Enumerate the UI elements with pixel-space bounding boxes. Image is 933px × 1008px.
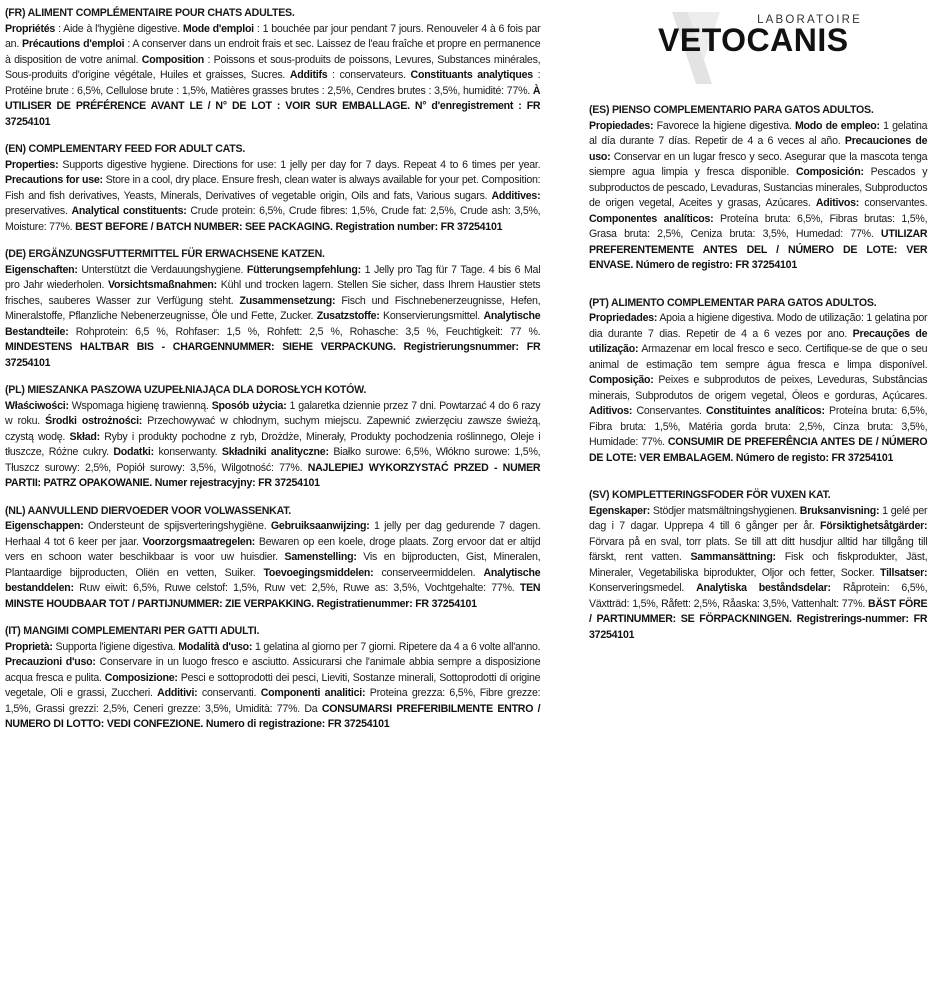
field-text: Ryby i produkty pochodne z ryb, Drożdże, Minerały, Produkty pochodzenia roślinnego, Oleje i tłuszcze, Różne cukry. — [5, 430, 541, 458]
field-label: Sposób użycia: — [211, 399, 287, 412]
field-label: Additifs — [289, 69, 328, 81]
field-text: Peixes e subprodutos de peixes, Leveduras, Substâncias minerais, Subprodutos de origem vegetal, Óleos e gorduras, Açúcares. — [589, 374, 928, 402]
field-text: : Protéine brute : 6,5%, Cellulose brute : 1,5%, Matières grasses brutes : 2,5%, Cendres brutes : 3,5%, humidité: 77%. — [5, 69, 541, 97]
field-label: Precautions for use: — [5, 174, 103, 186]
field-label: Propiedades: — [589, 119, 654, 132]
field-label: Constituants analytiques — [410, 69, 533, 81]
field-text: Konservierungsmittel. — [379, 310, 484, 322]
field-label: Właściwości: — [5, 399, 69, 412]
field-text: : Poissons et sous-produits de poissons, Levures, Substances minérales, Sous-produits d'origine végétale, Huiles et graisses, Sucres. — [5, 53, 541, 81]
field-text: : A conserver dans un endroit frais et sec. Laissez de l'eau fraîche et propre en permanence à disposition de votre animal. — [5, 38, 541, 66]
field-label: Propriedades: — [589, 312, 658, 324]
field-label: Modo de empleo: — [794, 119, 880, 132]
field-label: CONSUMIR DE PREFERÊNCIA ANTES DE / NÚMERO DE LOTE: VER EMBALAGEM. Número de registo: FR 37254101 — [589, 436, 928, 464]
field-label: Eigenschappen: — [5, 520, 84, 532]
field-text: Råprotein: 6,5%, Växtträd: 1,5%, Råfett: 2,5%, Råaska: 3,5%, Vattenhalt: 77%. — [589, 582, 928, 610]
field-text: 1 jelly per dag gedurende 7 dagen. Herhaal 4 tot 6 keer per jaar. — [5, 520, 541, 548]
field-text: Fisch und Fischnebenerzeugnisse, Hefen, Mineralstoffe, Pflanzliche Nebenerzeugnisse, Öle und Fette, Zucker. — [5, 294, 541, 322]
field-label: Skład: — [69, 430, 100, 443]
field-text: Proteína bruta: 6,5%, Fibra bruta: 1,5%, Matéria gorda bruta: 2,5%, Cinza bruta: 3,5%, Humidade: 77%. — [589, 405, 928, 448]
field-text: 1 gelatina al día durante 7 días. Repetir de 4 a 6 veces al año. — [589, 119, 928, 147]
field-label: Analytical constituents: — [71, 205, 187, 217]
logo-brand-name: VETOCANIS — [658, 22, 849, 58]
field-label: MINDESTENS HALTBAR BIS - CHARGENNUMMER: SIEHE VERPACKUNG. Registrierungsnummer: FR 37254101 — [5, 341, 541, 369]
field-text: Conservare in un luogo fresco e asciutto. Assicurarsi che l'animale abbia sempre a disposizione acqua fresca e pulita. — [5, 656, 541, 684]
section-fr — [5, 6, 540, 130]
field-label: Properties: — [5, 158, 59, 171]
section-heading: (PL) MIESZANKA PASZOWA UZUPEŁNIAJĄCA DLA DOROSŁYCH KOTÓW. — [5, 384, 367, 396]
field-label: Analytiska beståndsdelar: — [696, 582, 831, 594]
field-text: Bewaren op een koele, droge plaats. Zorg ervoor dat er altijd vers en schoon water beschikbaar is voor uw huisdier. — [5, 535, 541, 563]
field-text: Supporta l'igiene digestiva. — [52, 640, 179, 653]
field-label: Środki ostrożności: — [45, 415, 143, 427]
field-text: Apoia a higiene digestiva. Modo de utilização: 1 gelatina por dia durante 7 dias. Repetir de 4 a 6 vezes por ano. — [589, 312, 928, 340]
section-heading: (FR) ALIMENT COMPLÉMENTAIRE POUR CHATS ADULTES. — [5, 7, 295, 19]
field-label: Aditivos: — [815, 197, 860, 209]
field-text: Fisk och fiskprodukter, Jäst, Mineraler, Vegetabiliska biprodukter, Oljor och fetter, Socker. — [589, 551, 928, 579]
field-label: Composition — [141, 53, 204, 66]
field-label: Proprietà: — [5, 640, 53, 653]
field-label: CONSUMARSI PREFERIBILMENTE ENTRO / NUMERO DI LOTTO: VEDI CONFEZIONE. Numero di registrazione: FR 37254101 — [5, 702, 541, 730]
field-text: Wspomaga higienę trawienną. — [68, 399, 212, 412]
field-text: conservantes. — [859, 197, 928, 209]
field-label: Zusammensetzung: — [239, 294, 336, 307]
field-text: Crude protein: 6,5%, Crude fibres: 1,5%, Crude fat: 2,5%, Crude ash: 3,5%, Moisture: 77%. — [5, 205, 541, 233]
field-text: konserwanty. — [153, 446, 222, 458]
field-text: Rohprotein: 6,5 %, Rohfaser: 1,5 %, Rohfett: 2,5 %, Rohasche: 3,5 %, Feuchtigkeit: 77 %. — [68, 325, 541, 338]
field-label: Composizione: — [104, 671, 178, 684]
field-label: Constituintes analíticos: — [706, 405, 825, 417]
logo-laboratoire-text: LABORATOIRE — [757, 14, 862, 26]
section-it — [5, 624, 540, 733]
section-heading: (SV) KOMPLETTERINGSFODER FÖR VUXEN KAT. — [589, 489, 831, 501]
field-label: Componentes analíticos: — [589, 212, 714, 225]
field-text: Conservar en un lugar fresco y seco. Asegurar que la mascota tenga siempre agua limpia y fresca disponible. — [589, 150, 928, 178]
field-text: Ondersteunt de spijsverteringshygiëne. — [83, 520, 271, 532]
field-label: Additivi: — [157, 687, 198, 699]
field-label: UTILIZAR PREFERENTEMENTE ANTES DEL / NÚMERO DE LOTE: VER ENVASE. Número de registro: FR 37254101 — [589, 228, 928, 271]
field-label: Composição: — [589, 374, 654, 386]
section-heading: (PT) ALIMENTO COMPLEMENTAR PARA GATOS ADULTOS. — [589, 296, 877, 309]
section-heading: (NL) AANVULLEND DIERVOEDER VOOR VOLWASSENKAT. — [5, 504, 291, 517]
section-nl — [5, 504, 540, 613]
field-text: Proteina grezza: 6,5%, Fibre grezze: 1,5%, Grassi grezzi: 2,5%, Ceneri grezze: 3,5%, Umidità: 77%. Da — [5, 687, 541, 715]
field-text: 1 Jelly pro Tag für 7 Tage. 4 bis 6 Mal pro Jahr wiederholen. — [5, 263, 541, 291]
field-label: Composición: — [795, 166, 864, 178]
section-heading: (DE) ERGÄNZUNGSFUTTERMITTEL FÜR ERWACHSENE KATZEN. — [5, 248, 325, 260]
field-text: Konserveringsmedel. — [589, 582, 697, 594]
field-text: Przechowywać w chłodnym, suchym miejscu. Zapewnić zwierzęciu zawsze świeżą, czystą wodę. — [5, 415, 541, 443]
field-text: Supports digestive hygiene. Directions for use: 1 jelly per day for 7 days. Repeat 4 to 6 times per year. — [58, 158, 541, 171]
field-text: Vis en bijproducten, Gist, Mineralen, Plantaardige bijproducten, Oliën en vetten, Suiker. — [5, 551, 541, 579]
section-de — [5, 247, 540, 371]
section-sv — [589, 488, 927, 643]
right-column — [589, 103, 929, 643]
field-label: TEN MINSTE HOUDBAAR TOT / PARTIJNUMMER: ZIE VERPAKKING. Registratienummer: FR 37254101 — [5, 582, 541, 610]
field-text: : Aide à l'hygiène digestive. — [55, 22, 183, 35]
section-es — [589, 103, 927, 274]
field-text: Conservantes. — [632, 405, 707, 417]
section-pt — [589, 296, 927, 467]
field-text: 1 galaretka dziennie przez 7 dni. Powtarzać 4 do 6 razy w roku. — [5, 399, 541, 427]
field-label: Gebruiksaanwijzing: — [270, 520, 370, 532]
field-text: Unterstützt die Verdauungshygiene. — [77, 263, 247, 276]
field-label: BEST BEFORE / BATCH NUMBER: SEE PACKAGING. Registration number: FR 37254101 — [75, 220, 503, 233]
field-text: conserveermiddelen. — [373, 566, 484, 579]
field-text: Pescados y subproductos de pescado, Levaduras, Sustancias minerales, Subproductos de origen vegetal, Aceites y grasas, Azúcares. — [589, 166, 928, 209]
field-label: Propriétés — [5, 22, 56, 35]
field-label: Toevoegingsmiddelen: — [263, 566, 374, 579]
vetocanis-logo — [648, 8, 898, 90]
field-text: : conservateurs. — [327, 69, 411, 81]
field-text: : 1 bouchée par jour pendant 7 jours. Renouveler 4 à 6 fois par an. — [5, 22, 541, 50]
field-label: Vorsichtsmaßnahmen: — [107, 279, 217, 291]
field-label: Modalità d'uso: — [178, 640, 253, 653]
field-label: Eigenschaften: — [5, 263, 78, 276]
field-label: Precauzioni d'uso: — [5, 656, 96, 668]
section-en — [5, 142, 540, 235]
field-label: Analytische bestanddelen: — [5, 566, 541, 594]
field-text: Armazenar em local fresco e seco. Certifique-se de que o seu animal de estimação tem sempre água fresca e limpa disponível. — [589, 343, 928, 371]
field-label: Egenskaper: — [589, 504, 651, 517]
field-text: Proteína bruta: 6,5%, Fibras brutas: 1,5%, Grasa bruta: 2,5%, Ceniza bruta: 3,5%, Humedad: 77%. — [589, 212, 928, 240]
field-label: Försiktighetsåtgärder: — [820, 520, 928, 532]
field-text: Białko surowe: 6,5%, Włókno surowe: 1,5%, Tłuszcz surowy: 2,5%, Popiół surowy: 3,5%, Wilgotność: 77%. — [5, 446, 541, 474]
section-heading: (ES) PIENSO COMPLEMENTARIO PARA GATOS ADULTOS. — [589, 104, 874, 116]
field-text: Store in a cool, dry place. Ensure fresh, clean water is always available for your pet. Composition: Fish and fish derivatives, Yeasts, Minerals, Derivatives of vegetable origin, Oils and fats, Various sugars. — [5, 174, 541, 202]
section-heading: (IT) MANGIMI COMPLEMENTARI PER GATTI ADULTI. — [5, 625, 260, 637]
field-text: 1 gelatina al giorno per 7 giorni. Ripetere da 4 a 6 volte all'anno. — [252, 640, 541, 653]
field-label: Fütterungsempfehlung: — [246, 263, 361, 276]
field-label: Analytische Bestandteile: — [5, 310, 541, 338]
field-label: NAJLEPIEJ WYKORZYSTAĆ PRZED - NUMER PARTII: PATRZ OPAKOWANIE. Numer rejestracyjny: FR 37254101 — [5, 461, 541, 489]
field-text: Pesci e sottoprodotti dei pesci, Lieviti, Sostanze minerali, Sottoprodotti di origine vegetale, Oli e grassi, Zuccheri. — [5, 671, 541, 699]
field-text: Ruw eiwit: 6,5%, Ruwe celstof: 1,5%, Ruw vet: 2,5%, Ruwe as: 3,5%, Vochtgehalte: 77%. — [73, 582, 520, 594]
field-text: Förvara på en sval, torr plats. Se till att ditt husdjur alltid har tillgång till färskt, rent vatten. — [589, 535, 928, 563]
field-label: À UTILISER DE PRÉFÉRENCE AVANT LE / N° DE LOT : VOIR SUR EMBALLAGE. N° d'enregistrement : FR 37254101 — [5, 84, 541, 128]
field-label: Tillsatser: — [880, 566, 928, 579]
field-label: Voorzorgsmaatregelen: — [142, 535, 256, 548]
field-label: Precauciones de uso: — [589, 135, 928, 163]
field-text: Kühl und trocken lagern. Stellen Sie sicher, dass Ihrem Haustier stets frisches, sauberes Wasser zur Verfügung steht. — [5, 279, 541, 307]
section-heading: (EN) COMPLEMENTARY FEED FOR ADULT CATS. — [5, 143, 246, 155]
field-label: Zusatzstoffe: — [316, 310, 380, 322]
field-text: 1 gelé per dag i 7 dagar. Upprepa 4 till 6 gånger per år. — [589, 504, 928, 532]
field-label: Componenti analitici: — [260, 687, 366, 699]
field-text: Stödjer matsmältningshygienen. — [650, 504, 800, 517]
field-label: Additives: — [491, 189, 541, 202]
field-label: Dodatki: — [113, 446, 154, 458]
section-pl — [5, 383, 540, 492]
field-label: Sammansättning: — [690, 551, 776, 563]
field-label: Precauções de utilização: — [589, 327, 928, 355]
field-label: Bruksanvisning: — [799, 504, 880, 517]
field-label: Aditivos: — [589, 405, 633, 417]
field-label: Précautions d'emploi — [22, 38, 125, 50]
field-label: Samenstelling: — [284, 551, 357, 563]
left-column — [5, 6, 543, 733]
field-label: Składniki analityczne: — [221, 446, 329, 458]
field-label: BÄST FÖRE / PARTINUMMER: SE FÖRPACKNINGEN. Registrerings-nummer: FR 37254101 — [589, 597, 928, 641]
field-label: Mode d'emploi — [182, 22, 254, 35]
field-text: conservanti. — [197, 687, 261, 699]
field-text: Favorece la higiene digestiva. — [653, 119, 795, 132]
field-text: preservatives. — [5, 205, 72, 217]
